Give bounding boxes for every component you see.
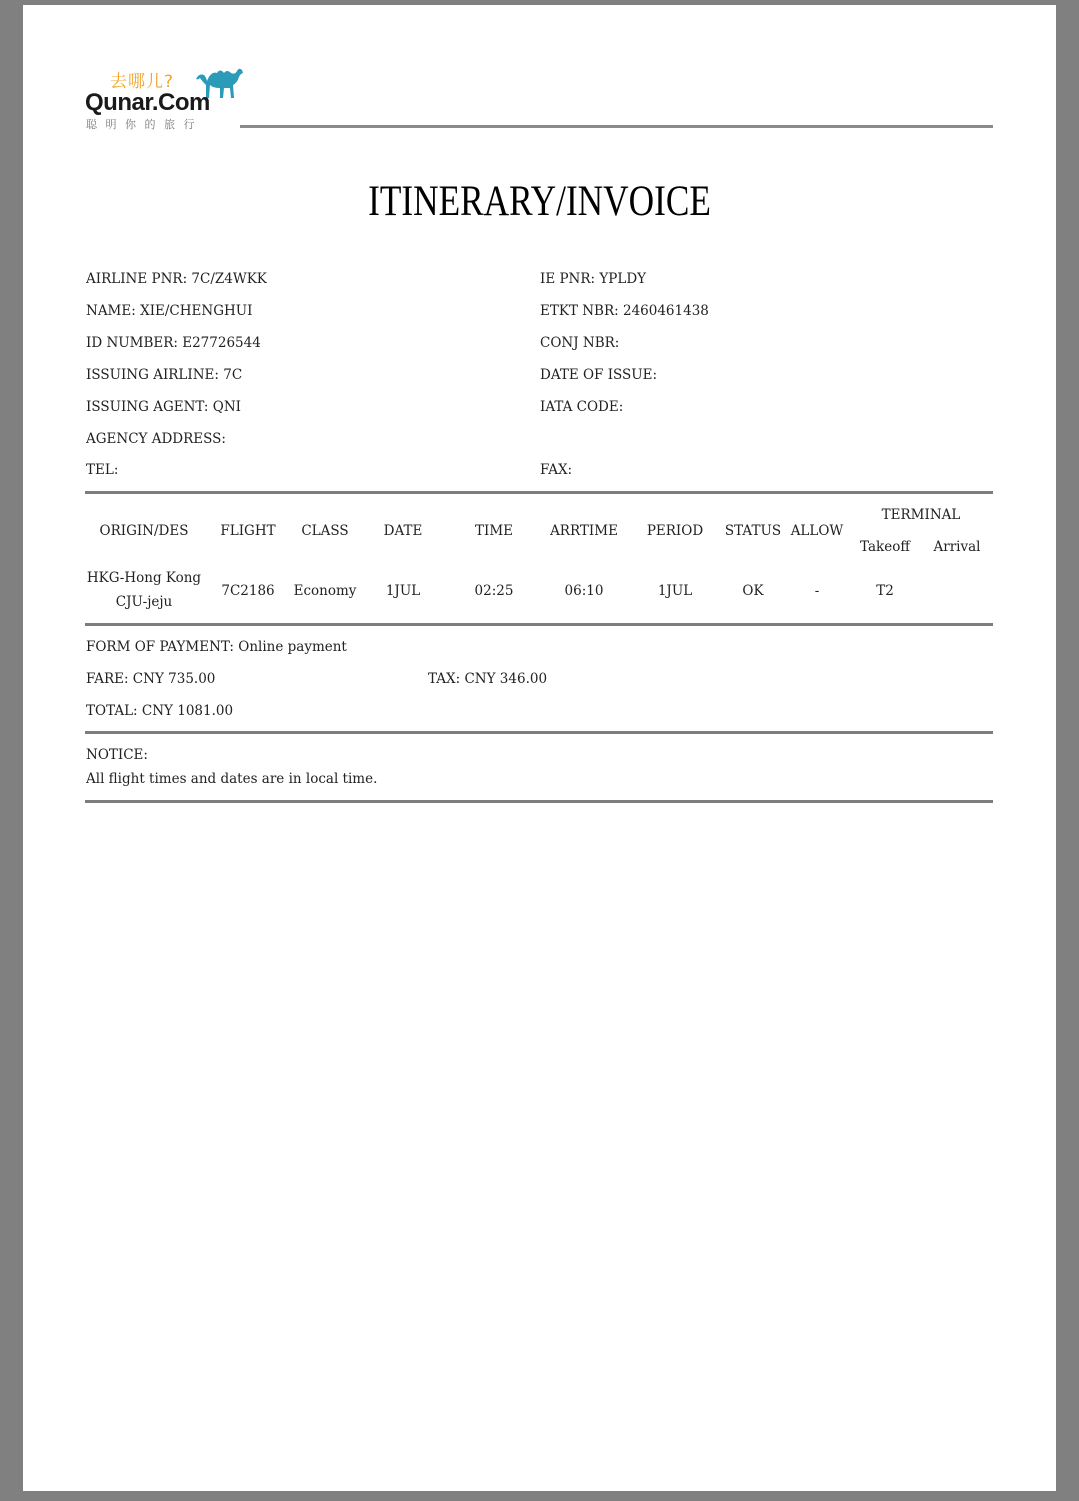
form-of-payment: FORM OF PAYMENT: Online payment <box>86 639 347 655</box>
col-class: CLASS <box>301 523 349 539</box>
airline-pnr: AIRLINE PNR: 7C/Z4WKK <box>86 271 267 287</box>
fax: FAX: <box>540 462 573 478</box>
col-time: TIME <box>474 523 513 539</box>
section-divider <box>85 491 993 494</box>
section-divider <box>85 800 993 803</box>
col-period: PERIOD <box>646 523 704 539</box>
row-terminal-takeoff: T2 <box>876 583 894 599</box>
passenger-name: NAME: XIE/CHENGHUI <box>86 303 253 319</box>
row-status: OK <box>742 583 764 599</box>
tel: TEL: <box>86 462 119 478</box>
col-status: STATUS <box>724 523 782 539</box>
row-date: 1JUL <box>385 583 421 599</box>
logo-slogan: 聪明你的旅行 <box>86 118 203 131</box>
col-terminal: TERMINAL <box>881 507 961 523</box>
row-class: Economy <box>293 583 357 599</box>
col-arrtime: ARRTIME <box>550 523 618 539</box>
document-title: ITINERARY/INVOICE <box>368 178 711 225</box>
col-terminal-arrival: Arrival <box>933 539 981 555</box>
id-number: ID NUMBER: E27726544 <box>86 335 261 351</box>
total: TOTAL: CNY 1081.00 <box>86 703 234 719</box>
logo-brand-text: Qunar.Com <box>85 89 210 116</box>
notice-heading: NOTICE: <box>86 747 148 763</box>
date-of-issue: DATE OF ISSUE: <box>540 367 658 383</box>
row-period: 1JUL <box>657 583 693 599</box>
agency-address: AGENCY ADDRESS: <box>86 431 226 447</box>
fare: FARE: CNY 735.00 <box>86 671 216 687</box>
logo-chinese-text: 去哪儿? <box>110 72 175 92</box>
row-origin: HKG-Hong Kong <box>86 570 202 586</box>
section-divider <box>85 623 993 626</box>
section-divider <box>85 731 993 734</box>
conj-nbr: CONJ NBR: <box>540 335 620 351</box>
row-arrtime: 06:10 <box>564 583 604 599</box>
iata-code: IATA CODE: <box>540 399 624 415</box>
row-allow: - <box>814 583 820 599</box>
ie-pnr: IE PNR: YPLDY <box>540 271 647 287</box>
row-destination: CJU-jeju <box>115 594 173 610</box>
document-page <box>23 5 1056 1491</box>
tax: TAX: CNY 346.00 <box>428 671 548 687</box>
row-flight: 7C2186 <box>221 583 275 599</box>
notice-text: All flight times and dates are in local time. <box>86 771 378 787</box>
col-terminal-takeoff: Takeoff <box>860 539 910 555</box>
col-date: DATE <box>383 523 423 539</box>
header-divider <box>240 125 993 128</box>
qunar-logo <box>85 63 255 133</box>
issuing-airline: ISSUING AIRLINE: 7C <box>86 367 243 383</box>
row-time: 02:25 <box>474 583 514 599</box>
etkt-nbr: ETKT NBR: 2460461438 <box>540 303 709 319</box>
col-allow: ALLOW <box>790 523 844 539</box>
col-flight: FLIGHT <box>220 523 276 539</box>
issuing-agent: ISSUING AGENT: QNI <box>86 399 241 415</box>
col-origin-des: ORIGIN/DES <box>99 523 189 539</box>
